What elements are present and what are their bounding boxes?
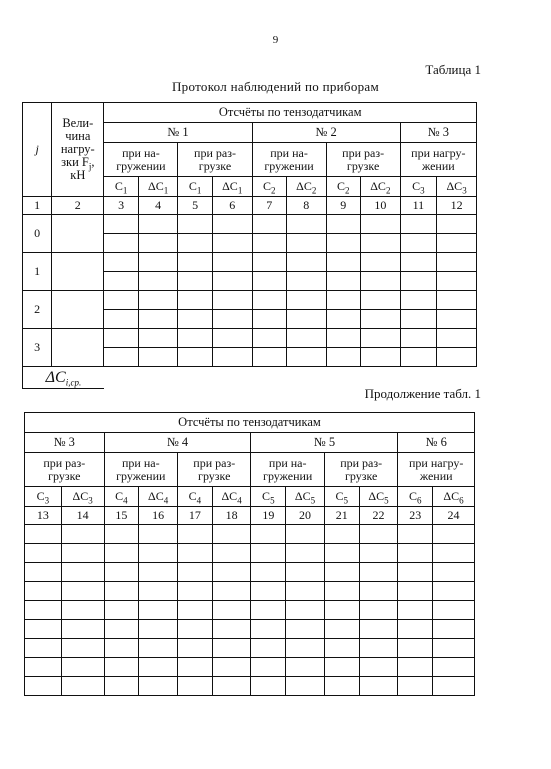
continuation-label: Продолжение табл. 1	[364, 386, 481, 401]
load-value-cell[interactable]	[52, 215, 104, 253]
data-cell[interactable]	[25, 677, 62, 696]
data-cell[interactable]	[61, 620, 104, 639]
data-cell[interactable]	[252, 348, 286, 367]
data-cell[interactable]	[398, 639, 433, 658]
data-cell[interactable]	[251, 658, 286, 677]
data-cell[interactable]	[286, 601, 325, 620]
table-row	[25, 582, 475, 601]
column-number: 6	[212, 197, 252, 215]
data-cell[interactable]	[324, 620, 359, 639]
data-cell[interactable]	[286, 253, 326, 272]
data-cell[interactable]	[361, 234, 401, 253]
data-cell[interactable]	[25, 525, 62, 544]
reading-col-header: $C_2$	[326, 177, 360, 197]
data-cell[interactable]	[139, 620, 178, 639]
data-cell[interactable]	[252, 272, 286, 291]
data-cell[interactable]	[252, 215, 286, 234]
data-cell[interactable]	[361, 272, 401, 291]
data-cell[interactable]	[138, 253, 178, 272]
delta-col-header: $\Delta C_6$	[433, 487, 475, 507]
data-cell[interactable]	[286, 525, 325, 544]
data-cell[interactable]	[178, 563, 213, 582]
data-cell[interactable]	[178, 620, 213, 639]
data-cell[interactable]	[104, 215, 138, 234]
data-cell[interactable]	[25, 601, 62, 620]
data-cell[interactable]	[252, 329, 286, 348]
data-cell[interactable]	[178, 253, 212, 272]
data-cell[interactable]	[139, 658, 178, 677]
data-cell[interactable]	[61, 658, 104, 677]
data-cell[interactable]	[437, 215, 477, 234]
table-title: Протокол наблюдений по приборам	[171, 79, 380, 94]
data-cell[interactable]	[104, 639, 139, 658]
data-cell[interactable]	[104, 234, 138, 253]
data-cell[interactable]	[252, 253, 286, 272]
row-j-value: 1	[23, 253, 52, 291]
data-cell[interactable]	[326, 329, 360, 348]
data-cell[interactable]	[286, 658, 325, 677]
delta-col-header: $\Delta C_1$	[212, 177, 252, 197]
data-cell[interactable]	[359, 639, 398, 658]
data-cell[interactable]	[359, 563, 398, 582]
mode-header: при нагру- жении	[400, 143, 476, 177]
data-cell[interactable]	[139, 677, 178, 696]
data-cell[interactable]	[398, 601, 433, 620]
data-cell[interactable]	[178, 215, 212, 234]
data-cell[interactable]	[138, 234, 178, 253]
page-number: 9	[272, 34, 279, 46]
data-cell[interactable]	[400, 348, 437, 367]
data-cell[interactable]	[433, 620, 475, 639]
column-number: 19	[251, 507, 286, 525]
row-j-value: 2	[23, 291, 52, 329]
data-cell[interactable]	[324, 563, 359, 582]
data-cell[interactable]	[398, 677, 433, 696]
data-cell[interactable]	[251, 639, 286, 658]
reading-col-header: $C_1$	[178, 177, 212, 197]
load-value-cell[interactable]	[52, 329, 104, 367]
data-cell[interactable]	[437, 310, 477, 329]
delta-col-header: $\Delta C_2$	[361, 177, 401, 197]
data-cell[interactable]	[286, 677, 325, 696]
readings-title: Отсчёты по тензодатчикам	[104, 103, 477, 123]
data-cell[interactable]	[212, 234, 252, 253]
column-number: 4	[138, 197, 178, 215]
reading-col-header: $C_4$	[178, 487, 213, 507]
data-cell[interactable]	[398, 658, 433, 677]
data-cell[interactable]	[398, 620, 433, 639]
data-cell[interactable]	[326, 348, 360, 367]
data-cell[interactable]	[398, 525, 433, 544]
data-cell[interactable]	[178, 544, 213, 563]
data-cell[interactable]	[104, 677, 139, 696]
sensor-header: № 2	[252, 123, 400, 143]
data-cell[interactable]	[361, 348, 401, 367]
data-cell[interactable]	[252, 310, 286, 329]
column-number: 15	[104, 507, 139, 525]
mode-header: при раз- грузке	[178, 453, 251, 487]
load-value-cell[interactable]	[52, 253, 104, 291]
column-number: 16	[139, 507, 178, 525]
data-cell[interactable]	[139, 544, 178, 563]
col-load-header: Вели- чина нагру- зки $F_j$, кН	[52, 103, 104, 197]
data-cell[interactable]	[104, 544, 139, 563]
column-number: 2	[52, 197, 104, 215]
data-cell[interactable]	[433, 658, 475, 677]
sensor-header: № 1	[104, 123, 252, 143]
data-cell[interactable]	[61, 544, 104, 563]
data-cell[interactable]	[178, 525, 213, 544]
data-cell[interactable]	[138, 291, 178, 310]
table-row	[25, 620, 475, 639]
data-cell[interactable]	[433, 582, 475, 601]
column-number: 22	[359, 507, 398, 525]
column-number: 11	[400, 197, 437, 215]
data-cell[interactable]	[212, 658, 251, 677]
data-cell[interactable]	[178, 639, 213, 658]
data-cell[interactable]	[212, 677, 251, 696]
data-cell[interactable]	[437, 329, 477, 348]
data-cell[interactable]	[437, 234, 477, 253]
table-row	[25, 525, 475, 544]
data-cell[interactable]	[251, 601, 286, 620]
data-cell[interactable]	[359, 677, 398, 696]
data-cell[interactable]	[212, 544, 251, 563]
column-number: 20	[286, 507, 325, 525]
data-cell[interactable]	[138, 272, 178, 291]
data-cell[interactable]	[286, 310, 326, 329]
reading-col-header: $C_2$	[252, 177, 286, 197]
mode-header: при раз- грузке	[25, 453, 105, 487]
data-cell[interactable]	[361, 253, 401, 272]
data-cell[interactable]	[286, 215, 326, 234]
delta-col-header: $\Delta C_3$	[437, 177, 477, 197]
data-cell[interactable]	[326, 310, 360, 329]
table-row	[25, 658, 475, 677]
data-cell[interactable]	[178, 582, 213, 601]
data-cell[interactable]	[326, 234, 360, 253]
data-cell[interactable]	[286, 639, 325, 658]
data-cell[interactable]	[433, 563, 475, 582]
data-cell[interactable]	[286, 582, 325, 601]
data-cell[interactable]	[251, 525, 286, 544]
column-number: 17	[178, 507, 213, 525]
observation-table-part1	[22, 102, 477, 389]
data-cell[interactable]	[61, 525, 104, 544]
data-cell[interactable]	[178, 658, 213, 677]
data-cell[interactable]	[252, 234, 286, 253]
data-cell[interactable]	[326, 272, 360, 291]
table-row	[23, 291, 477, 310]
data-cell[interactable]	[400, 291, 437, 310]
reading-col-header: $C_1$	[104, 177, 138, 197]
data-cell[interactable]	[400, 215, 437, 234]
delta-col-header: $\Delta C_3$	[61, 487, 104, 507]
data-cell[interactable]	[104, 272, 138, 291]
data-cell[interactable]	[437, 253, 477, 272]
data-cell[interactable]	[359, 582, 398, 601]
data-cell[interactable]	[178, 234, 212, 253]
data-cell[interactable]	[138, 310, 178, 329]
data-cell[interactable]	[251, 563, 286, 582]
data-cell[interactable]	[286, 563, 325, 582]
data-cell[interactable]	[212, 272, 252, 291]
data-cell[interactable]	[178, 601, 213, 620]
table-row	[25, 601, 475, 620]
table-row	[23, 329, 477, 348]
data-cell[interactable]	[104, 525, 139, 544]
table-label: Таблица 1	[425, 62, 481, 77]
data-cell[interactable]	[324, 639, 359, 658]
column-number: 5	[178, 197, 212, 215]
sensor-header: № 5	[251, 433, 398, 453]
data-cell[interactable]	[398, 582, 433, 601]
data-cell[interactable]	[400, 329, 437, 348]
data-cell[interactable]	[138, 348, 178, 367]
data-cell[interactable]	[104, 658, 139, 677]
data-cell[interactable]	[104, 620, 139, 639]
column-number: 21	[324, 507, 359, 525]
data-cell[interactable]	[286, 348, 326, 367]
data-cell[interactable]	[212, 582, 251, 601]
sensor-header: № 4	[104, 433, 251, 453]
data-cell[interactable]	[361, 215, 401, 234]
column-number: 1	[23, 197, 52, 215]
data-cell[interactable]	[433, 677, 475, 696]
data-cell[interactable]	[286, 291, 326, 310]
table-row	[25, 544, 475, 563]
data-cell[interactable]	[324, 582, 359, 601]
mode-header: при на- гружении	[251, 453, 324, 487]
data-cell[interactable]	[251, 582, 286, 601]
column-number: 10	[361, 197, 401, 215]
data-cell[interactable]	[286, 620, 325, 639]
data-cell[interactable]	[251, 544, 286, 563]
delta-col-header: $\Delta C_4$	[212, 487, 251, 507]
data-cell[interactable]	[104, 582, 139, 601]
data-cell[interactable]	[324, 658, 359, 677]
data-cell[interactable]	[212, 620, 251, 639]
data-cell[interactable]	[139, 563, 178, 582]
delta-col-header: $\Delta C_2$	[286, 177, 326, 197]
column-number: 18	[212, 507, 251, 525]
data-cell[interactable]	[138, 329, 178, 348]
data-cell[interactable]	[139, 601, 178, 620]
data-cell[interactable]	[286, 272, 326, 291]
data-cell[interactable]	[326, 291, 360, 310]
data-cell[interactable]	[437, 272, 477, 291]
table-row	[25, 639, 475, 658]
data-cell[interactable]	[104, 329, 138, 348]
data-cell[interactable]	[251, 620, 286, 639]
mode-header: при раз- грузке	[326, 143, 400, 177]
load-value-cell[interactable]	[52, 291, 104, 329]
data-cell[interactable]	[178, 329, 212, 348]
data-cell[interactable]	[433, 544, 475, 563]
data-cell[interactable]	[361, 291, 401, 310]
data-cell[interactable]	[104, 291, 138, 310]
data-cell[interactable]	[25, 620, 62, 639]
data-cell[interactable]	[326, 253, 360, 272]
data-cell[interactable]	[359, 658, 398, 677]
data-cell[interactable]	[359, 601, 398, 620]
sensor-header: № 3	[400, 123, 476, 143]
delta-col-header: $\Delta C_5$	[359, 487, 398, 507]
data-cell[interactable]	[361, 310, 401, 329]
data-cell[interactable]	[61, 563, 104, 582]
reading-col-header: $C_4$	[104, 487, 139, 507]
row-j-value: 0	[23, 215, 52, 253]
column-number: 9	[326, 197, 360, 215]
data-cell[interactable]	[359, 544, 398, 563]
column-number: 24	[433, 507, 475, 525]
data-cell[interactable]	[104, 348, 138, 367]
data-cell[interactable]	[212, 563, 251, 582]
data-cell[interactable]	[252, 291, 286, 310]
data-cell[interactable]	[25, 639, 62, 658]
table-row	[25, 563, 475, 582]
delta-col-header: $\Delta C_5$	[286, 487, 325, 507]
reading-col-header: $C_3$	[25, 487, 62, 507]
mode-header: при на- гружении	[104, 453, 177, 487]
reading-col-header: $C_5$	[324, 487, 359, 507]
data-cell[interactable]	[398, 544, 433, 563]
data-cell[interactable]	[212, 348, 252, 367]
reading-col-header: $C_3$	[400, 177, 437, 197]
data-cell[interactable]	[400, 272, 437, 291]
reading-col-header: $C_6$	[398, 487, 433, 507]
data-cell[interactable]	[433, 525, 475, 544]
data-cell[interactable]	[400, 253, 437, 272]
data-cell[interactable]	[25, 563, 62, 582]
column-number: 12	[437, 197, 477, 215]
row-j-value: 3	[23, 329, 52, 367]
data-cell[interactable]	[324, 601, 359, 620]
data-cell[interactable]	[359, 620, 398, 639]
data-cell[interactable]	[286, 234, 326, 253]
column-number: 13	[25, 507, 62, 525]
data-cell[interactable]	[324, 544, 359, 563]
data-cell[interactable]	[251, 677, 286, 696]
observation-table-part2	[24, 412, 475, 696]
data-cell[interactable]	[359, 525, 398, 544]
data-cell[interactable]	[324, 677, 359, 696]
data-cell[interactable]	[139, 525, 178, 544]
data-cell[interactable]	[433, 601, 475, 620]
delta-col-header: $\Delta C_4$	[139, 487, 178, 507]
data-cell[interactable]	[25, 544, 62, 563]
data-cell[interactable]	[212, 639, 251, 658]
data-cell[interactable]	[61, 639, 104, 658]
table-row	[23, 215, 477, 234]
mode-header: при на- гружении	[252, 143, 326, 177]
column-number: 23	[398, 507, 433, 525]
column-number: 3	[104, 197, 138, 215]
data-cell[interactable]	[61, 677, 104, 696]
delta-col-header: $\Delta C_1$	[138, 177, 178, 197]
data-cell[interactable]	[212, 525, 251, 544]
data-cell[interactable]	[361, 329, 401, 348]
data-cell[interactable]	[326, 215, 360, 234]
data-cell[interactable]	[25, 582, 62, 601]
data-cell[interactable]	[25, 658, 62, 677]
sensor-header: № 6	[398, 433, 475, 453]
data-cell[interactable]	[61, 601, 104, 620]
data-cell[interactable]	[178, 348, 212, 367]
data-cell[interactable]	[286, 329, 326, 348]
data-cell[interactable]	[104, 601, 139, 620]
data-cell[interactable]	[139, 639, 178, 658]
data-cell[interactable]	[178, 291, 212, 310]
data-cell[interactable]	[212, 310, 252, 329]
data-cell[interactable]	[139, 582, 178, 601]
col-j-header: j	[23, 103, 52, 197]
data-cell[interactable]	[286, 544, 325, 563]
average-row-label: $\Delta C_{i,ср.}$	[23, 367, 104, 389]
sensor-header: № 3	[25, 433, 105, 453]
mode-header: при раз- грузке	[324, 453, 397, 487]
data-cell[interactable]	[138, 215, 178, 234]
data-cell[interactable]	[104, 253, 138, 272]
readings-title: Отсчёты по тензодатчикам	[25, 413, 475, 433]
mode-header: при раз- грузке	[178, 143, 252, 177]
column-number: 14	[61, 507, 104, 525]
table-row	[23, 253, 477, 272]
column-number: 7	[252, 197, 286, 215]
data-cell[interactable]	[212, 253, 252, 272]
data-cell[interactable]	[104, 563, 139, 582]
table-row	[25, 677, 475, 696]
data-cell[interactable]	[178, 677, 213, 696]
column-number: 8	[286, 197, 326, 215]
reading-col-header: $C_5$	[251, 487, 286, 507]
data-cell[interactable]	[437, 348, 477, 367]
data-cell[interactable]	[212, 601, 251, 620]
data-cell[interactable]	[324, 525, 359, 544]
data-cell[interactable]	[437, 291, 477, 310]
data-cell[interactable]	[398, 563, 433, 582]
data-cell[interactable]	[400, 310, 437, 329]
data-cell[interactable]	[212, 215, 252, 234]
mode-header: при на- гружении	[104, 143, 178, 177]
data-cell[interactable]	[178, 310, 212, 329]
data-cell[interactable]	[212, 329, 252, 348]
data-cell[interactable]	[104, 310, 138, 329]
data-cell[interactable]	[212, 291, 252, 310]
data-cell[interactable]	[61, 582, 104, 601]
data-cell[interactable]	[400, 234, 437, 253]
data-cell[interactable]	[178, 272, 212, 291]
data-cell[interactable]	[433, 639, 475, 658]
mode-header: при нагру- жении	[398, 453, 475, 487]
